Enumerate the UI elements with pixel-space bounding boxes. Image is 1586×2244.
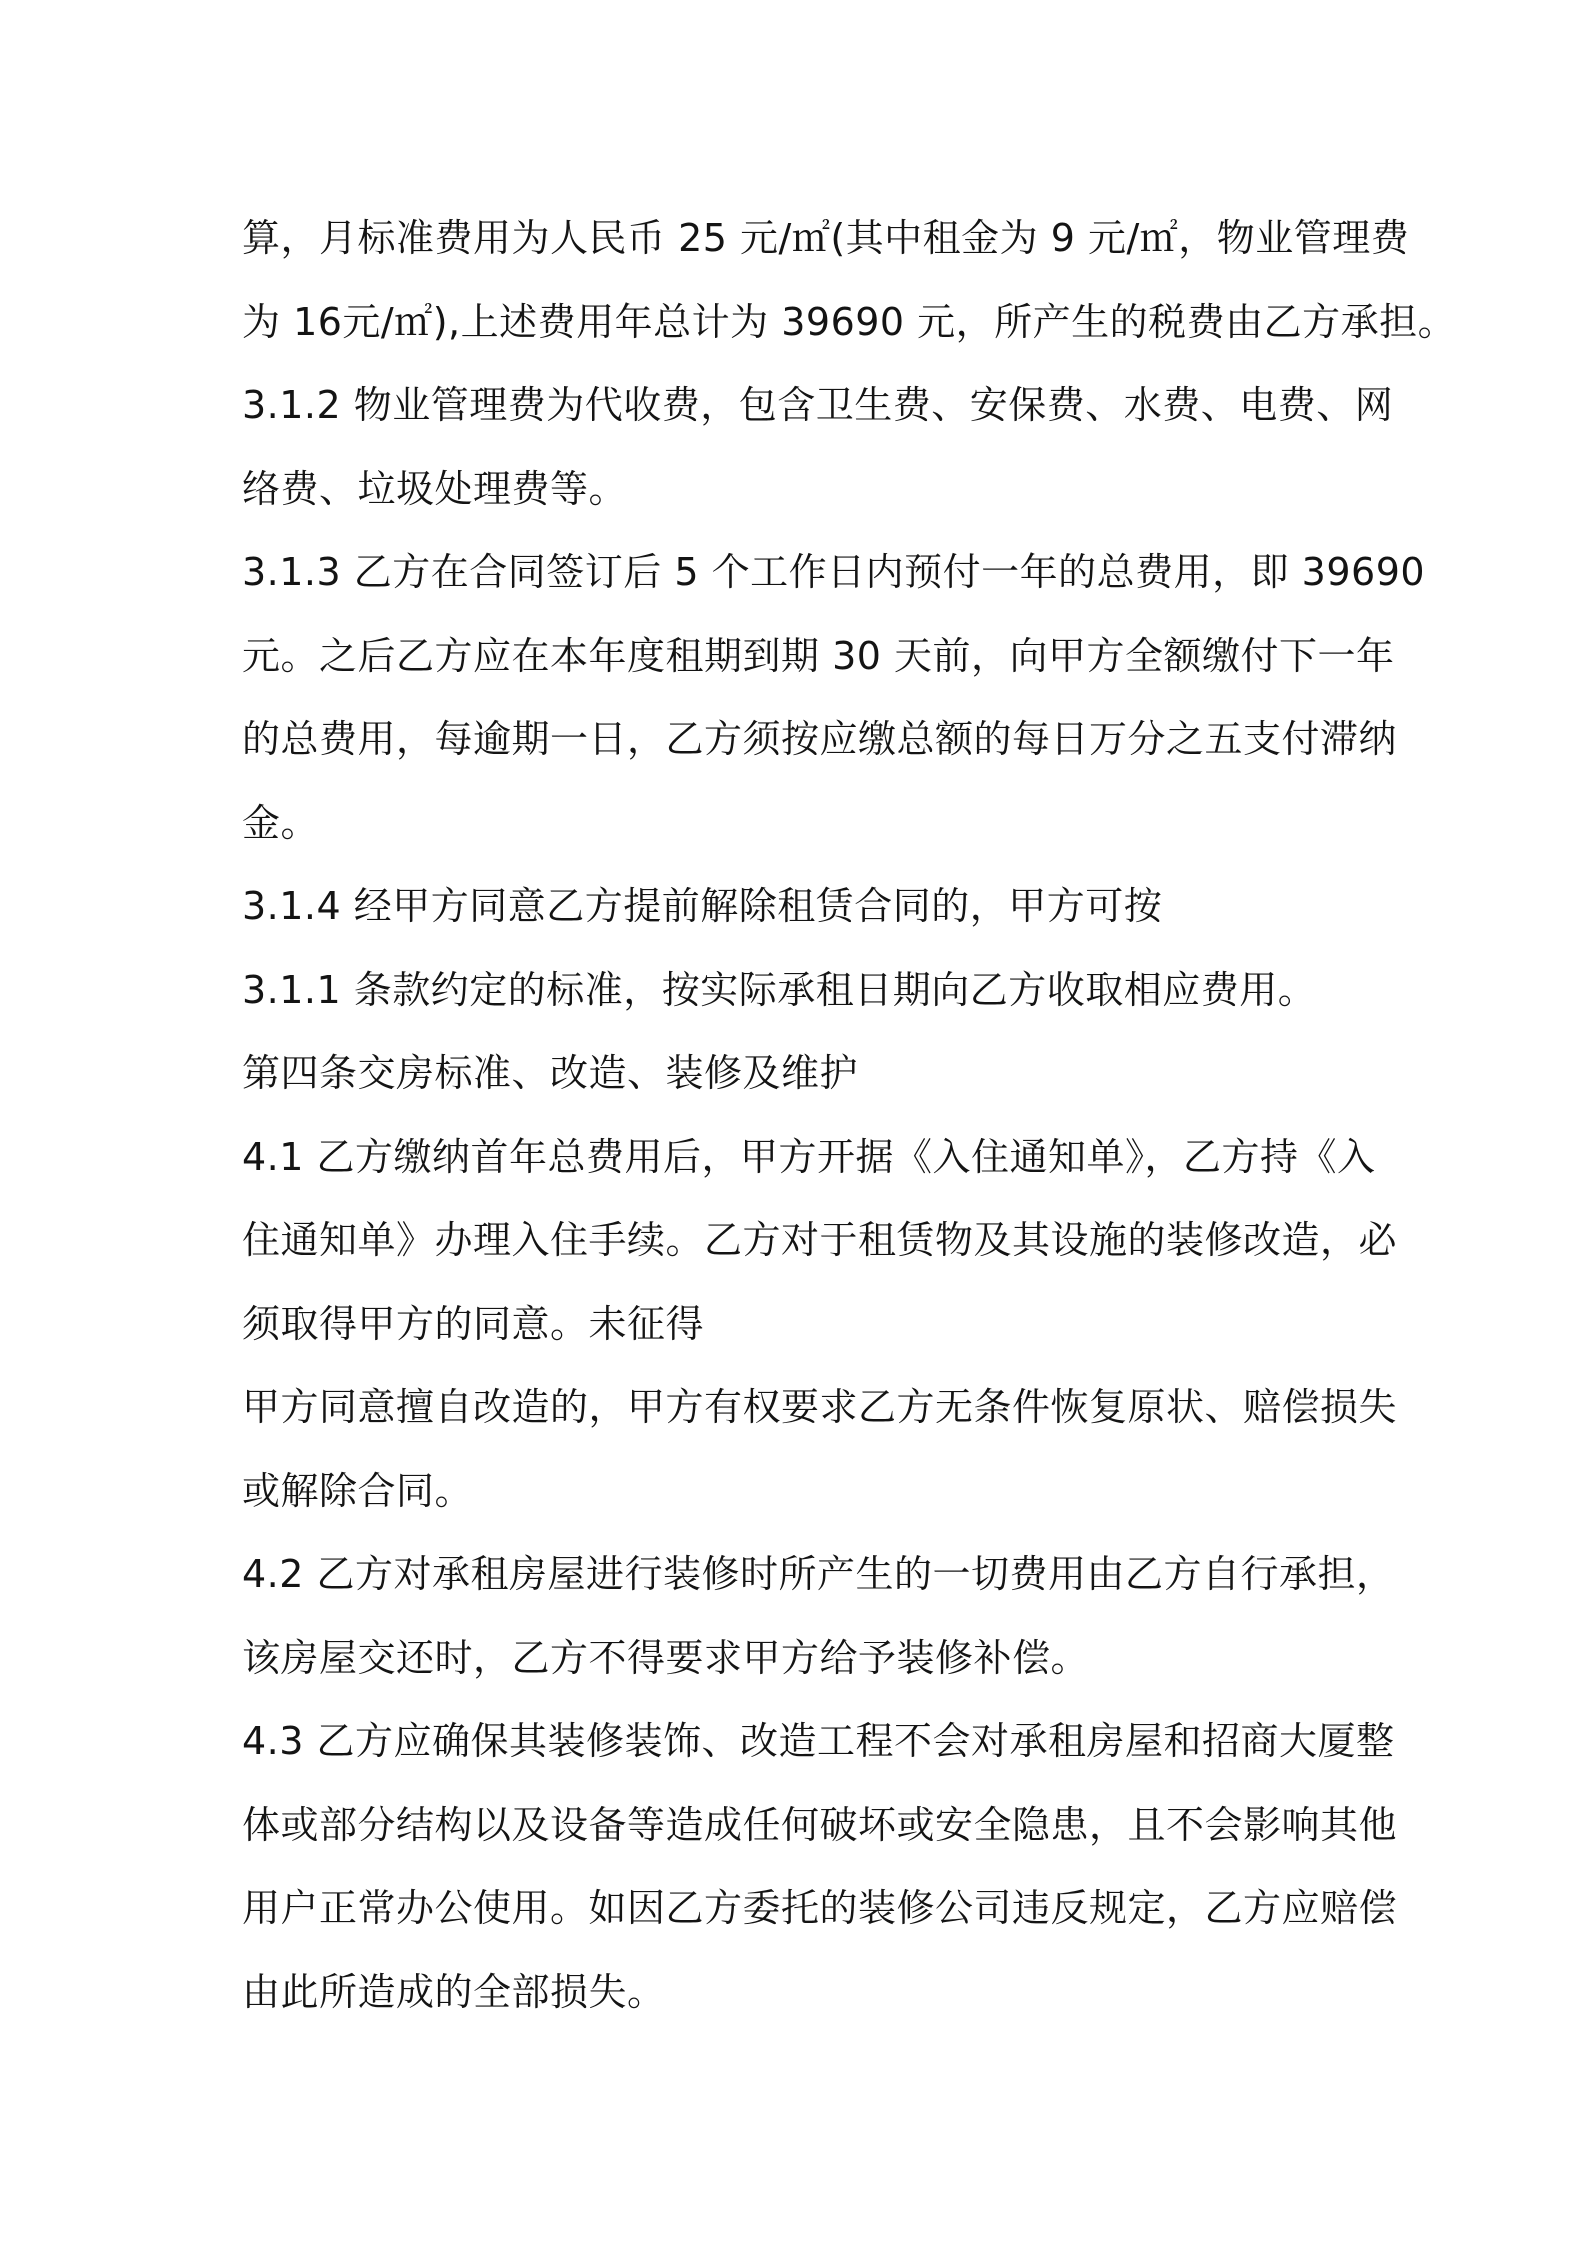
text-line: 3.1.3 乙方在合同签订后 5 个工作日内预付一年的总费用，即 39690 (242, 550, 1426, 594)
text-line: 金。 (242, 800, 320, 845)
contract-text (242, 197, 1457, 2034)
section-heading: 第四条交房标准、改造、装修及维护 (242, 1051, 859, 1095)
text-line: 4.3 乙方应确保其装修装饰、改造工程不会对承租房屋和招商大厦整 (242, 1719, 1395, 1763)
text-line: 的总费用，每逾期一日，乙方须按应缴总额的每日万分之五支付滞纳 (242, 717, 1398, 761)
text-line: 住通知单》办理入住手续。乙方对于租赁物及其设施的装修改造，必 (242, 1218, 1398, 1262)
text-line: 3.1.1 条款约定的标准，按实际承租日期向乙方收取相应费用。 (242, 967, 1317, 1012)
text-line: 由此所造成的全部损失。 (242, 1969, 666, 2014)
text-line: 为 16元/㎡),上述费用年总计为 39690 元，所产生的税费由乙方承担。 (242, 299, 1457, 344)
text-line: 元。之后乙方应在本年度租期到期 30 天前，向甲方全额缴付下一年 (242, 633, 1395, 678)
text-line: 3.1.4 经甲方同意乙方提前解除租赁合同的，甲方可按 (242, 884, 1163, 928)
text-line: 4.1 乙方缴纳首年总费用后，甲方开据《入住通知单》，乙方持《入 (242, 1134, 1376, 1179)
text-line: 算，月标准费用为人民币 25 元/㎡(其中租金为 9 元/㎡，物业管理费 (242, 216, 1410, 260)
text-line: 或解除合同。 (242, 1468, 474, 1513)
text-line: 该房屋交还时，乙方不得要求甲方给予装修补偿。 (242, 1635, 1090, 1680)
text-line: 甲方同意擅自改造的，甲方有权要求乙方无条件恢复原状、赔偿损失 (242, 1385, 1398, 1429)
text-line: 4.2 乙方对承租房屋进行装修时所产生的一切费用由乙方自行承担， (242, 1552, 1395, 1596)
text-line: 体或部分结构以及设备等造成任何破坏或安全隐患，且不会影响其他 (242, 1802, 1398, 1847)
text-line: 须取得甲方的同意。未征得 (242, 1301, 705, 1346)
text-line: 络费、垃圾处理费等。 (242, 466, 628, 511)
text-line: 3.1.2 物业管理费为代收费，包含卫生费、安保费、水费、电费、网 (242, 383, 1394, 427)
text-line: 用户正常办公使用。如因乙方委托的装修公司违反规定，乙方应赔偿 (242, 1886, 1398, 1930)
